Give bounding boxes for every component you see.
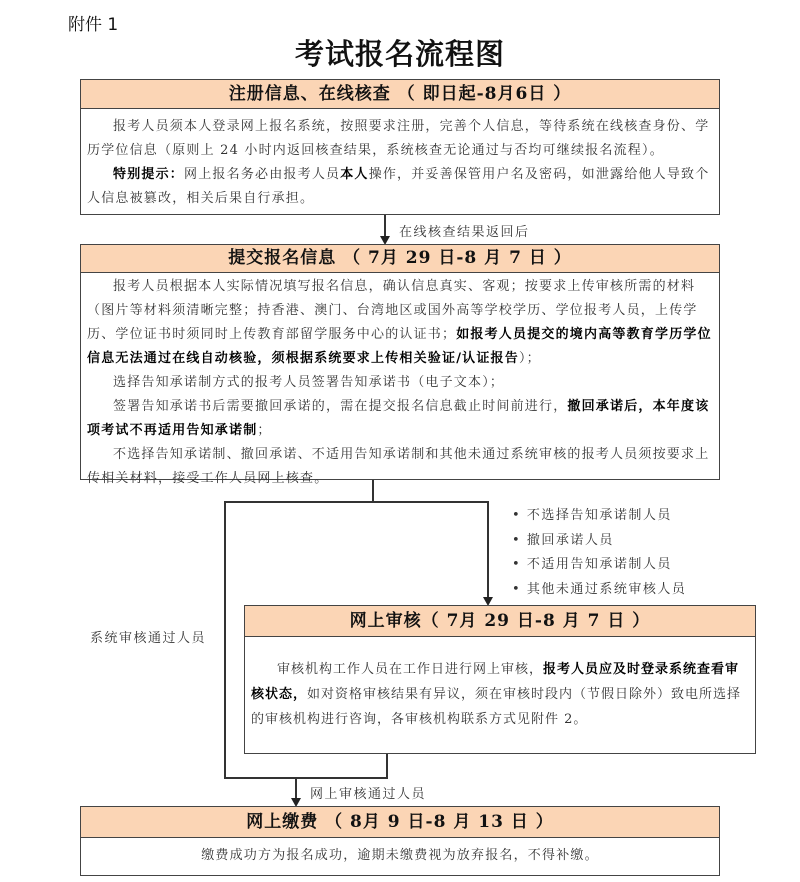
step-payment: [80, 806, 720, 876]
step-submit: [80, 244, 720, 486]
emphasis-text: 报考人员应及时登录系统查看审核状态，: [251, 662, 740, 702]
step-online-review-heading: 网上审核（ 7月 29 日-8 月 7 日 ）: [245, 606, 755, 637]
body-text: 报考人员根据本人实际情况填写报名信息，确认信息真实、客观；按要求上传审核所需的材料（图片等材料须清晰完整；持香港、澳门、台湾地区或国外高等学校学历、学位报考人员，上传学历、学位证书时须同时上传教育部留学服务中心的认证书；: [87, 279, 698, 342]
page-title: 考试报名流程图: [294, 37, 505, 71]
body-text: 网上报名务必由报考人员: [184, 167, 341, 182]
body-text: 操作，并妥善保管用户名及密码，如泄露给他人导致个人信息被篡改，相关后果自行承担。: [87, 167, 710, 206]
connector-label-system-passed: 系统审核通过人员: [90, 631, 207, 646]
emphasis-text: 本人: [340, 167, 369, 182]
branch-horizontal-line: [224, 501, 488, 503]
body-text: 如对资格审核结果有异议，须在审核时段内（节假日除外）致电所选择的审核机构进行咨询，各审核机构联系方式见附件 2。: [251, 687, 742, 727]
step-register-body: [81, 109, 719, 211]
step-paragraph: [87, 443, 713, 491]
connector-line-3: [295, 778, 297, 800]
body-text: 签署告知承诺书后需要撤回承诺的，需在提交报名信息截止时间前进行，: [113, 399, 568, 414]
body-text: 缴费成功方为报名成功，逾期未缴费视为放弃报名，不得补缴。: [201, 848, 599, 863]
merge-right-vertical: [386, 754, 388, 778]
step-paragraph: [87, 163, 713, 211]
review-groups-list: [512, 504, 686, 602]
step-paragraph: [87, 115, 713, 163]
review-group-item: • 其他未通过系统审核人员: [512, 578, 686, 603]
attachment-label: 附件 1: [68, 15, 119, 35]
body-text: ；: [257, 423, 272, 438]
emphasis-text: 特别提示：: [113, 167, 185, 182]
body-text: 不选择告知承诺制、撤回承诺、不适用告知承诺制和其他未通过系统审核的报考人员须按要求上传相关材料，接受工作人员网上核查。: [87, 447, 710, 486]
review-group-item: • 撤回承诺人员: [512, 529, 686, 554]
body-text: 审核机构工作人员在工作日进行网上审核，: [277, 662, 544, 677]
step-paragraph: [251, 657, 749, 732]
emphasis-text: 如报考人员提交的境内高等教育学历学位信息无法通过在线自动核验，须根据系统要求上传相关验证/认证报告: [87, 327, 712, 366]
connector-label-online-review-passed: 网上审核通过人员: [310, 787, 427, 802]
step-payment-heading: 网上缴费 （ 8月 9 日-8 月 13 日 ）: [81, 807, 719, 838]
step-paragraph: [87, 371, 713, 395]
review-group-item: • 不选择告知承诺制人员: [512, 504, 686, 529]
step-online-review: [244, 605, 756, 754]
branch-right-vertical: [487, 501, 489, 599]
connector-line-1: [384, 215, 386, 238]
step-paragraph: [87, 844, 713, 868]
branch-left-vertical: [224, 501, 226, 778]
body-text: ）；: [518, 351, 541, 366]
emphasis-text: 撤回承诺后，本年度该项考试不再适用告知承诺制: [87, 399, 710, 438]
step-online-review-body: [245, 637, 755, 732]
step-submit-body: [81, 273, 719, 491]
connector-line-2: [372, 480, 374, 502]
step-paragraph: [87, 395, 713, 443]
review-group-item: • 不适用告知承诺制人员: [512, 553, 686, 578]
body-text: 选择告知承诺制方式的报考人员签署告知承诺书（电子文本）；: [113, 375, 505, 390]
step-register: [80, 79, 720, 215]
connector-label-after-check: 在线核查结果返回后: [399, 225, 530, 240]
step-payment-body: [81, 838, 719, 868]
step-paragraph: [87, 275, 713, 371]
body-text: 报考人员须本人登录网上报名系统，按照要求注册，完善个人信息，等待系统在线核查身份、学历学位信息（原则上 24 小时内返回核查结果，系统核查无论通过与否均可继续报名流程）。: [87, 119, 710, 158]
merge-horizontal-line: [224, 777, 388, 779]
step-submit-heading: 提交报名信息 （ 7月 29 日-8 月 7 日 ）: [81, 245, 719, 273]
step-register-heading: 注册信息、在线核查 （ 即日起-8月6日 ）: [81, 80, 719, 109]
